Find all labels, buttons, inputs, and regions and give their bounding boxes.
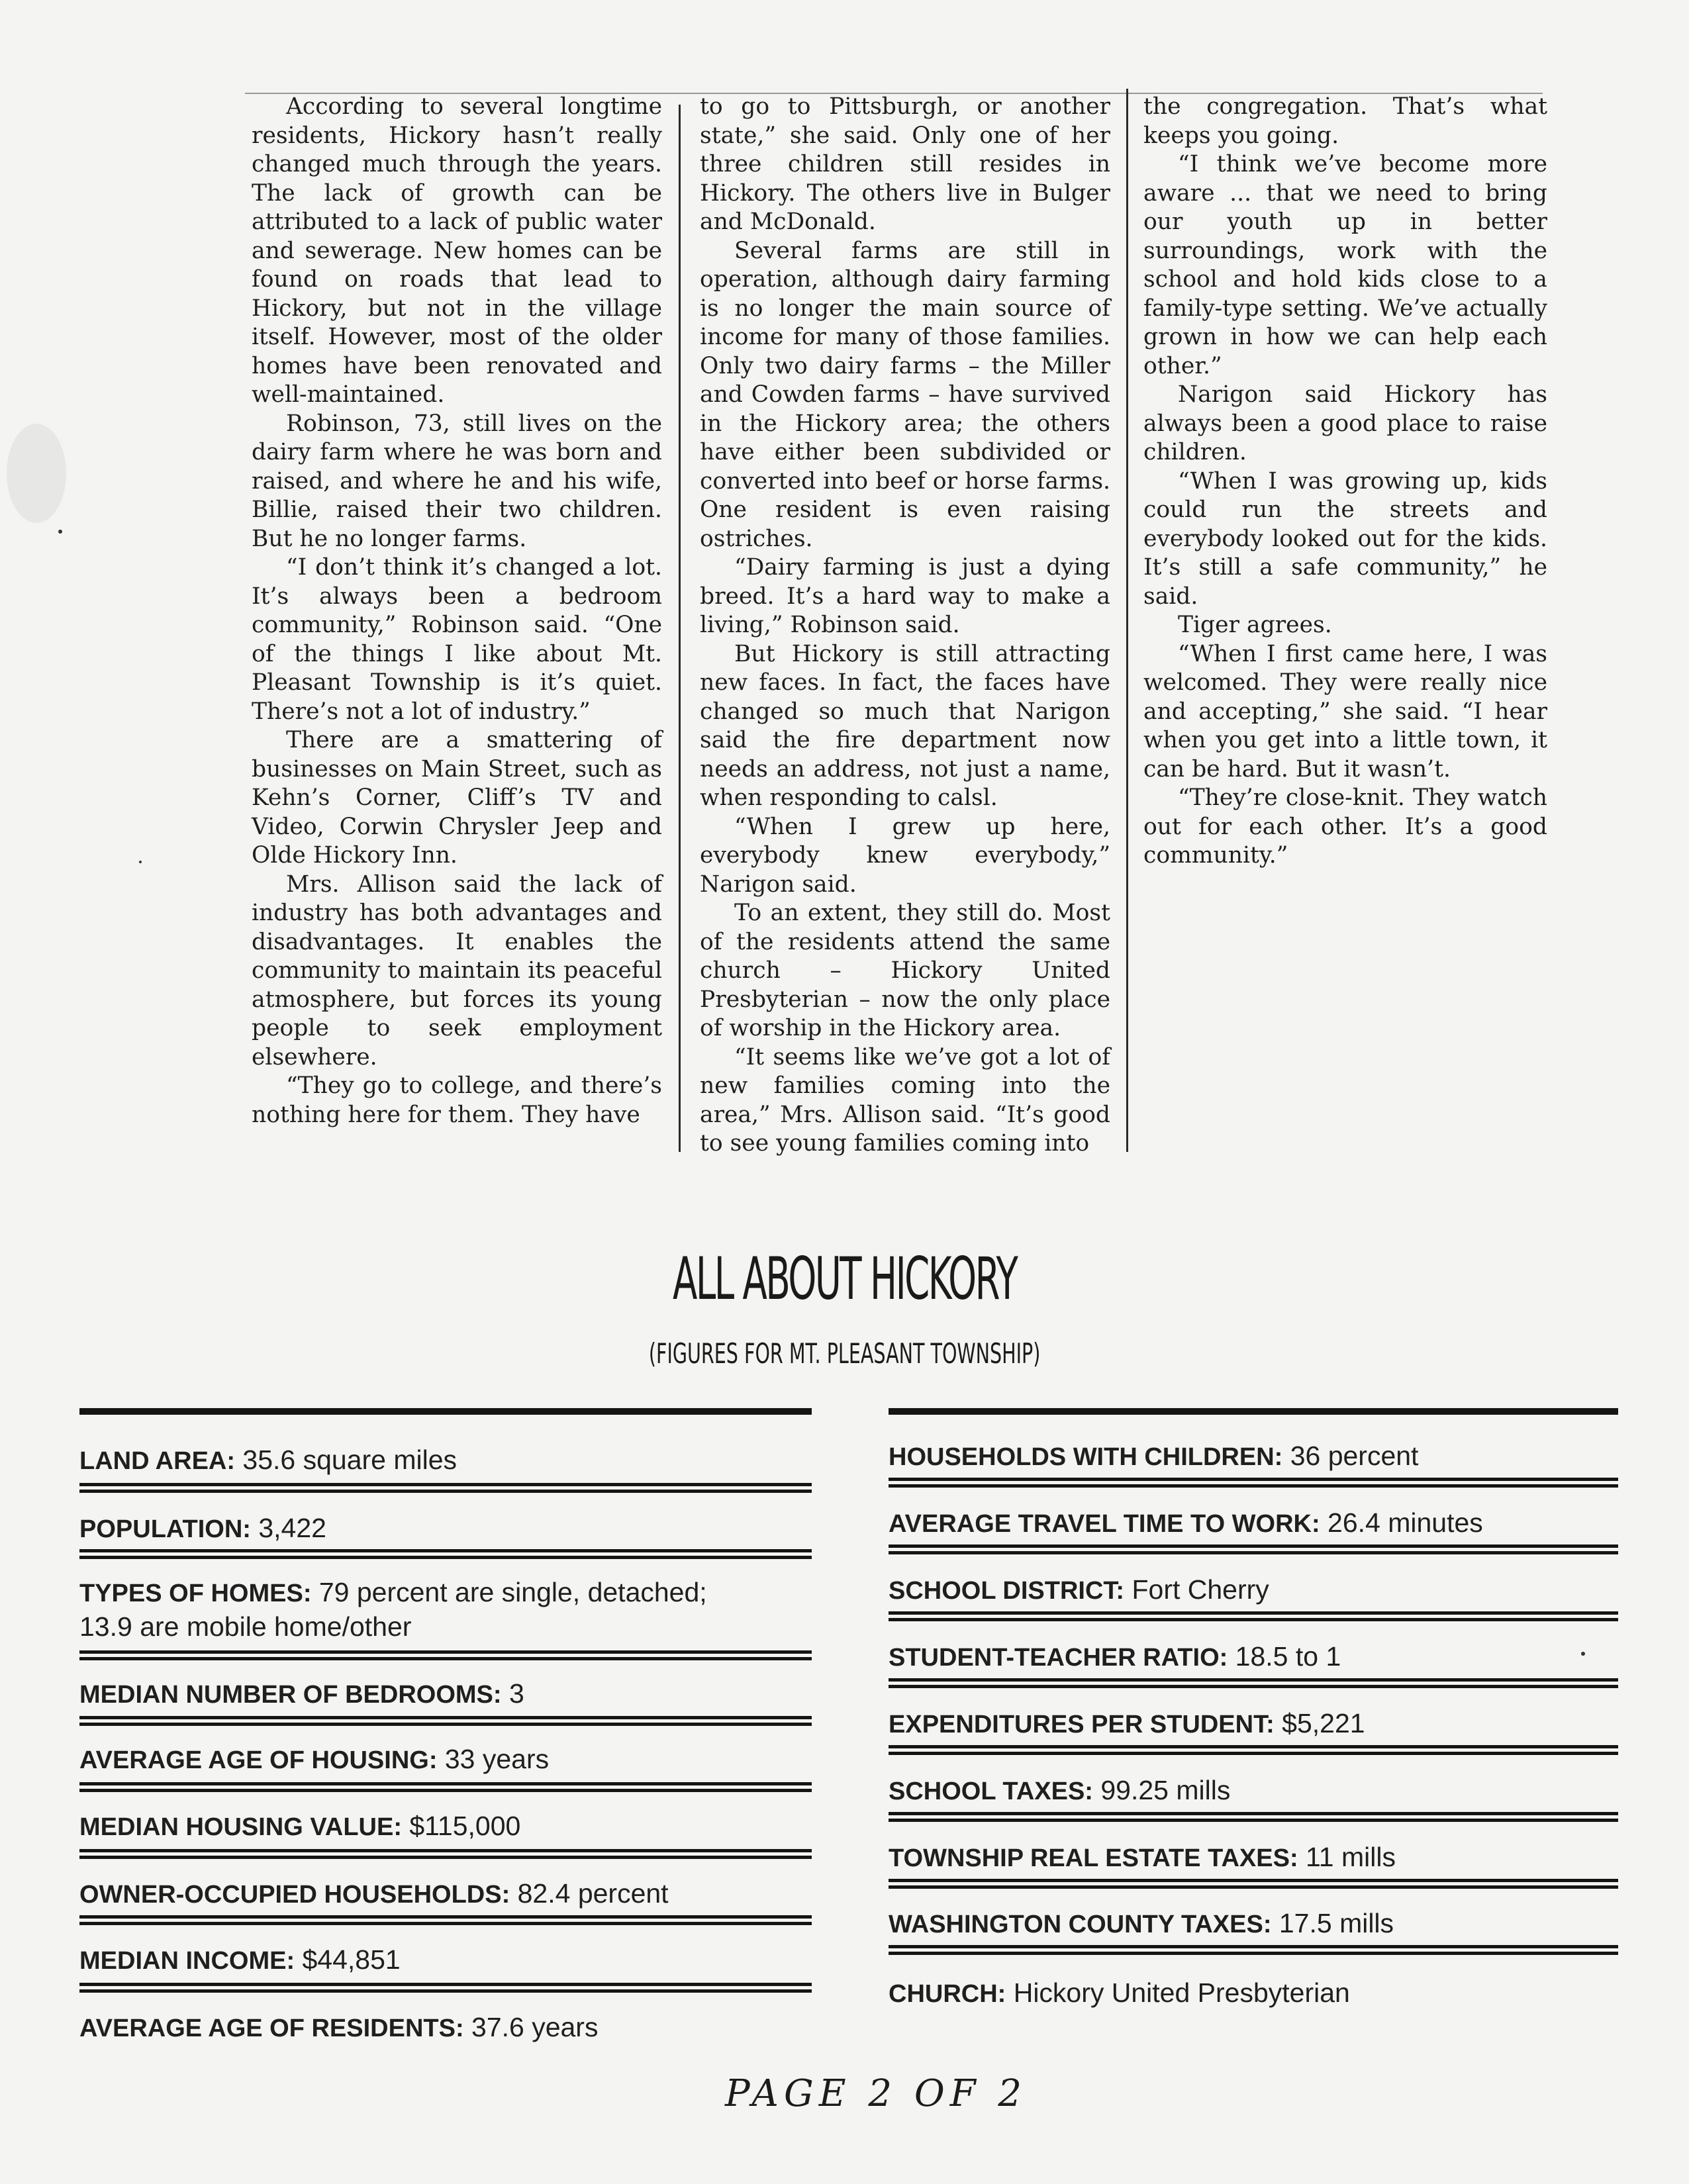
fact-row	[79, 1809, 812, 1844]
fact-row	[79, 1742, 812, 1777]
article-paragraph: “When I grew up here, everybody knew everybody,” Narigon said.	[700, 813, 1110, 898]
article-column-3	[1143, 93, 1547, 871]
fact-row	[889, 1774, 1618, 1808]
fact-divider	[889, 1678, 1618, 1688]
fact-value: 17.5 mills	[1271, 1908, 1394, 1938]
fact-row	[79, 1943, 812, 1977]
fact-divider	[79, 1782, 812, 1792]
fact-divider	[79, 1549, 812, 1559]
fact-value: 26.4 minutes	[1320, 1507, 1483, 1538]
fact-label: STUDENT-TEACHER RATIO:	[889, 1644, 1228, 1672]
fact-divider	[79, 1650, 812, 1660]
fact-value: 35.6 square miles	[235, 1445, 458, 1475]
article-paragraph: But Hickory is still attracting new faces. In fact, the faces have changed so much that Narigon said the fire department now needs an address, not just a name, when responding to calsl.	[700, 640, 1110, 811]
article-paragraph: the congregation. That’s what keeps you going.	[1143, 93, 1547, 149]
article-paragraph: Tiger agrees.	[1178, 612, 1332, 638]
fact-value-continued: 13.9 are mobile home/other	[79, 1611, 412, 1642]
fact-row	[889, 1573, 1618, 1607]
article-paragraph: Mrs. Allison said the lack of industry has both advantages and disadvantages. It enables the community to maintain its peaceful atmosphere, but forces its young people to seek employment elsewhere.	[252, 871, 662, 1070]
article-paragraph: “I don’t think it’s changed a lot. It’s always been a bedroom community,” Robinson said. “One of the things I like about Mt. Pleasant Township is it’s quiet. There’s not a lot of industry.”	[252, 554, 662, 725]
fact-label: AVERAGE AGE OF HOUSING:	[79, 1746, 438, 1774]
scan-speck	[58, 530, 62, 534]
fact-value: $115,000	[401, 1811, 521, 1841]
fact-value: 33 years	[437, 1744, 550, 1774]
article-paragraph: There are a smattering of businesses on Main Street, such as Kehn’s Corner, Cliff’s TV and Video, Corwin Chrysler Jeep and Olde Hickory Inn.	[252, 727, 662, 869]
fact-row	[79, 1443, 812, 1478]
fact-value: $44,851	[295, 1944, 401, 1975]
article-paragraph: to go to Pittsburgh, or another state,” she said. Only one of her three children still resides in Hickory. The others live in Bulger and McDonald.	[700, 93, 1110, 235]
fact-label: LAND AREA:	[79, 1447, 236, 1475]
column-rule	[1126, 89, 1128, 1152]
fact-divider	[889, 1611, 1618, 1621]
fact-divider	[79, 1915, 812, 1925]
fact-label: POPULATION:	[79, 1515, 251, 1543]
article-paragraph: “When I was growing up, kids could run the streets and everybody looked out for the kids. It’s still a safe community,” he said.	[1143, 467, 1547, 610]
fact-value: 36 percent	[1282, 1441, 1419, 1471]
fact-value: 3	[501, 1678, 524, 1709]
fact-label: MEDIAN NUMBER OF BEDROOMS:	[79, 1681, 502, 1709]
fact-label: EXPENDITURES PER STUDENT:	[889, 1711, 1275, 1738]
article-paragraph: “They go to college, and there’s nothing here for them. They have	[252, 1072, 662, 1128]
fact-value: 11 mills	[1298, 1842, 1396, 1872]
fact-row	[79, 1576, 812, 1643]
fact-divider	[889, 1745, 1618, 1755]
fact-label: SCHOOL DISTRICT:	[889, 1577, 1125, 1605]
scan-speck	[139, 861, 142, 863]
article-column-2	[700, 93, 1110, 1159]
fact-divider	[889, 1478, 1618, 1488]
article-paragraph: “It seems like we’ve got a lot of new families coming into the area,” Mrs. Allison said. “It’s good to see young families coming into	[700, 1043, 1110, 1157]
fact-label: MEDIAN HOUSING VALUE:	[79, 1813, 402, 1841]
fact-value: Hickory United Presbyterian	[1006, 1977, 1350, 2008]
handwritten-page-note: PAGE 2 OF 2	[725, 2072, 1028, 2115]
article-paragraph: Narigon said Hickory has always been a good place to raise children.	[1143, 381, 1547, 465]
fact-divider	[889, 1879, 1618, 1889]
fact-label: AVERAGE TRAVEL TIME TO WORK:	[889, 1510, 1320, 1538]
factbox-top-rule	[889, 1408, 1618, 1415]
fact-row	[889, 1840, 1618, 1875]
factbox-title: ALL ABOUT HICKORY	[673, 1245, 1017, 1313]
fact-value: Fort Cherry	[1124, 1574, 1269, 1605]
fact-divider	[79, 1983, 812, 1993]
column-rule	[679, 105, 681, 1152]
fact-row	[889, 1439, 1618, 1474]
article-paragraph: “They’re close-knit. They watch out for each other. It’s a good community.”	[1143, 784, 1547, 869]
fact-row	[79, 1511, 812, 1546]
fact-label: SCHOOL TAXES:	[889, 1778, 1093, 1805]
article-paragraph: To an extent, they still do. Most of the residents attend the same church – Hickory United Presbyterian – now the only place of worship in the Hickory area.	[700, 900, 1110, 1041]
article-paragraph: “When I first came here, I was welcomed. They were really nice and accepting,” she said. “I hear when you get into a little town, it can be hard. But it wasn’t.	[1143, 640, 1547, 783]
fact-value: 99.25 mills	[1092, 1775, 1231, 1805]
fact-row	[889, 1506, 1618, 1541]
fact-value: 79 percent are single, detached;	[311, 1577, 707, 1607]
article-paragraph: According to several longtime residents, Hickory hasn’t really changed much through the years. The lack of growth can be attributed to a lack of public water and sewerage. New homes can be found on roads that lead to Hickory, but not in the village itself. However, most of the older homes have been renovated and well-maintained.	[252, 93, 662, 408]
fact-row	[79, 2011, 812, 2045]
fact-label: OWNER-OCCUPIED HOUSEHOLDS:	[79, 1881, 510, 1909]
article-paragraph: “I think we’ve become more aware ... that we need to bring our youth up in better surroundings, work with the school and hold kids close to a family-type setting. We’ve actually grown in how we can help each other.”	[1143, 151, 1547, 379]
fact-divider	[79, 1483, 812, 1493]
fact-label: HOUSEHOLDS WITH CHILDREN:	[889, 1443, 1283, 1471]
fact-label: MEDIAN INCOME:	[79, 1947, 295, 1975]
fact-row	[889, 1640, 1618, 1674]
fact-label: TOWNSHIP REAL ESTATE TAXES:	[889, 1844, 1298, 1872]
fact-divider	[889, 1812, 1618, 1822]
fact-divider	[79, 1716, 812, 1726]
fact-label: TYPES OF HOMES:	[79, 1580, 312, 1607]
article-paragraph: Several farms are still in operation, although dairy farming is no longer the main source of income for many of those families. Only two dairy farms – the Miller and Cowden farms – have survived in the Hickory area; the others have either been subdivided or converted into beef or horse farms. One resident is even raising ostriches.	[700, 237, 1110, 552]
fact-row	[889, 1976, 1618, 2011]
fact-row	[889, 1707, 1618, 1741]
fact-row	[79, 1677, 812, 1711]
fact-label: AVERAGE AGE OF RESIDENTS:	[79, 2015, 464, 2042]
fact-value: 37.6 years	[463, 2012, 599, 2042]
article-paragraph: Robinson, 73, still lives on the dairy farm where he was born and raised, and where he and his wife, Billie, raised their two children. But he no longer farms.	[252, 410, 662, 552]
fact-label: WASHINGTON COUNTY TAXES:	[889, 1911, 1272, 1938]
fact-row	[889, 1907, 1618, 1941]
fact-value: $5,221	[1274, 1708, 1365, 1738]
factbox-subtitle: (FIGURES FOR MT. PLEASANT TOWNSHIP)	[648, 1337, 1041, 1370]
fact-divider	[889, 1544, 1618, 1554]
factbox-top-rule	[79, 1408, 812, 1415]
fact-value: 3,422	[250, 1513, 326, 1543]
article-paragraph: “Dairy farming is just a dying breed. It’s a hard way to make a living,” Robinson said.	[700, 554, 1110, 638]
fact-divider	[79, 1849, 812, 1859]
article-column-1	[252, 93, 662, 1129]
scan-smudge	[7, 424, 66, 523]
fact-divider	[889, 1945, 1618, 1955]
fact-row	[79, 1877, 812, 1911]
fact-value: 18.5 to 1	[1228, 1641, 1341, 1672]
fact-label: CHURCH:	[889, 1980, 1006, 2008]
fact-value: 82.4 percent	[510, 1878, 669, 1909]
